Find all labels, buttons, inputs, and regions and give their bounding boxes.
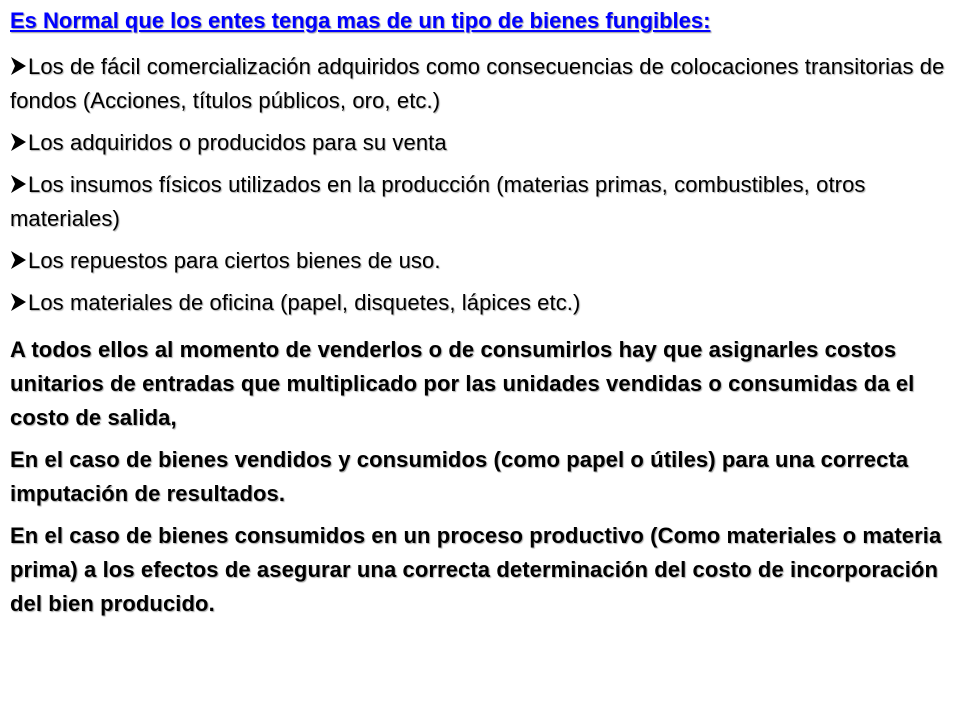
arrowhead-bullet-icon: [10, 290, 28, 314]
paragraph: En el caso de bienes vendidos y consumidos (como papel o útiles) para una correcta imputación de resultados.: [10, 447, 909, 506]
bullet-list: [10, 50, 954, 328]
arrowhead-bullet-icon: [10, 172, 28, 196]
paragraph: A todos ellos al momento de venderlos o de consumirlos hay que asignarles costos unitarios de entradas que multiplicado por las unidades vendidas o consumidas da el costo de salida,: [10, 337, 915, 430]
arrowhead-bullet-icon: [10, 248, 28, 272]
bullet-text: Los adquiridos o producidos para su venta: [28, 130, 447, 155]
bullet-item: [10, 50, 954, 118]
bullet-item: [10, 168, 954, 236]
bullet-text: Los repuestos para ciertos bienes de uso.: [28, 248, 441, 273]
bullet-text: Los insumos físicos utilizados en la producción (materias primas, combustibles, otros materiales): [10, 172, 866, 231]
arrowhead-bullet-icon: [10, 54, 28, 78]
bullet-item: [10, 126, 954, 160]
slide-title: Es Normal que los entes tenga mas de un tipo de bienes fungibles:: [10, 8, 711, 33]
bullet-item: [10, 244, 954, 278]
arrowhead-bullet-icon: [10, 130, 28, 154]
paragraph: En el caso de bienes consumidos en un proceso productivo (Como materiales o materia prima) a los efectos de asegurar una correcta determinación del costo de incorporación del bien producido.: [10, 523, 942, 616]
bullet-item: [10, 286, 954, 320]
bullet-text: Los de fácil comercialización adquiridos como consecuencias de colocaciones transitorias de fondos (Acciones, títulos públicos, oro, etc.): [10, 54, 945, 113]
bullet-text: Los materiales de oficina (papel, disquetes, lápices etc.): [28, 290, 581, 315]
body-paragraphs: [10, 333, 954, 629]
